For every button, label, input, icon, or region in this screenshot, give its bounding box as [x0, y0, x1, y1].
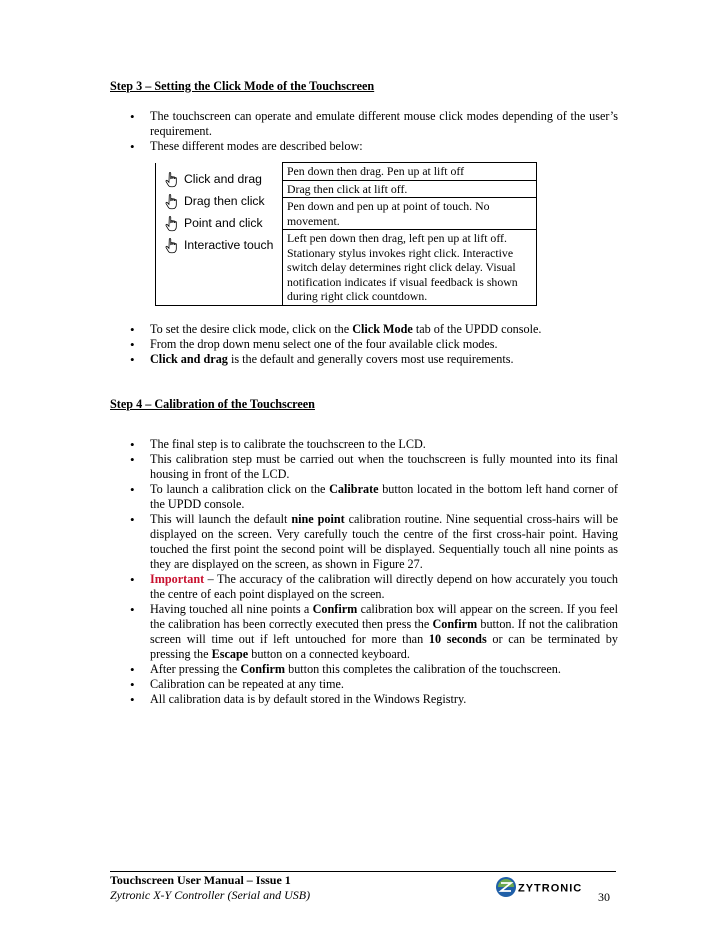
mode-label: Interactive touch: [184, 238, 274, 252]
click-and-drag-term: Click and drag: [150, 352, 228, 366]
mode-label: Click and drag: [184, 172, 262, 186]
list-item: • All calibration data is by default stored in the Windows Registry.: [110, 692, 618, 707]
step4-list: [110, 437, 618, 707]
mode-description: Pen down then drag. Pen up at lift off: [283, 163, 537, 181]
page-number: 30: [598, 890, 610, 904]
mode-interactive-touch: [156, 235, 282, 257]
mode-point-and-click: [156, 213, 282, 235]
footer-title: Touchscreen User Manual – Issue 1: [110, 873, 291, 887]
list-item: • This calibration step must be carried out when the touchscreen is fully mounted into its final housing in front of the LCD.: [110, 452, 618, 482]
mode-click-and-drag: [156, 169, 282, 191]
list-item: • Click and drag is the default and generally covers most use requirements.: [110, 352, 618, 367]
important-label: Important: [150, 572, 205, 586]
step3-intro-list: [110, 109, 618, 154]
mode-label: Drag then click: [184, 194, 265, 208]
list-item: • From the drop down menu select one of the four available click modes.: [110, 337, 618, 352]
list-item: • Having touched all nine points a Confirm calibration box will appear on the screen. If you feel the calibration has been correctly executed then press the Confirm button. If not the calibration screen will time out if left untouched for more than 10 seconds or can be terminated by pressing the Escape button on a connected keyboard.: [110, 602, 618, 662]
logo-text: ZYTRONIC: [518, 882, 583, 895]
footer-subtitle: Zytronic X-Y Controller (Serial and USB): [110, 888, 311, 902]
list-item: • These different modes are described below:: [110, 139, 618, 154]
step4-heading: Step 4 – Calibration of the Touchscreen: [110, 397, 315, 411]
step3-heading: Step 3 – Setting the Click Mode of the Touchscreen: [110, 79, 375, 93]
mode-drag-then-click: [156, 191, 282, 213]
hand-pointer-icon: [163, 171, 181, 189]
list-item: • Calibration can be repeated at any time.: [110, 677, 618, 692]
click-mode-term: Click Mode: [352, 322, 413, 336]
list-item: • The final step is to calibrate the touchscreen to the LCD.: [110, 437, 618, 452]
hand-pointer-icon: [163, 193, 181, 211]
step3-after-list: [110, 322, 618, 367]
mode-icon-column: [156, 163, 283, 306]
zytronic-logo: [494, 874, 584, 900]
mode-description: Pen down and pen up at point of touch. No movement.: [283, 198, 537, 230]
list-item: • To set the desire click mode, click on the Click Mode tab of the UPDD console.: [110, 322, 618, 337]
click-mode-table: [155, 162, 537, 306]
list-item: • This will launch the default nine point calibration routine. Nine sequential cross-hairs will be displayed on the screen. Very carefully touch the centre of the first cross-hair point. Having touched the first point the second point will be displayed. Sequentially touch all nine points as they are displayed on the screen, as shown in Figure 27.: [110, 512, 618, 572]
list-item: • After pressing the Confirm button this completes the calibration of the touchscreen.: [110, 662, 618, 677]
list-item: • Important – The accuracy of the calibration will directly depend on how accurately you touch the centre of each point displayed on the screen.: [110, 572, 618, 602]
list-item: • The touchscreen can operate and emulate different mouse click modes depending of the user’s requirement.: [110, 109, 618, 139]
footer-divider: [110, 871, 616, 872]
mode-label: Point and click: [184, 216, 263, 230]
mode-description: Left pen down then drag, left pen up at lift off. Stationary stylus invokes right click. Interactive switch delay determines right click delay. Visual notification indicates if visual feedback is shown during right click countdown.: [283, 230, 537, 306]
hand-pointer-icon: [163, 215, 181, 233]
mode-description: Drag then click at lift off.: [283, 180, 537, 198]
hand-pointer-icon: [163, 237, 181, 255]
list-item: • To launch a calibration click on the Calibrate button located in the bottom left hand corner of the UPDD console.: [110, 482, 618, 512]
